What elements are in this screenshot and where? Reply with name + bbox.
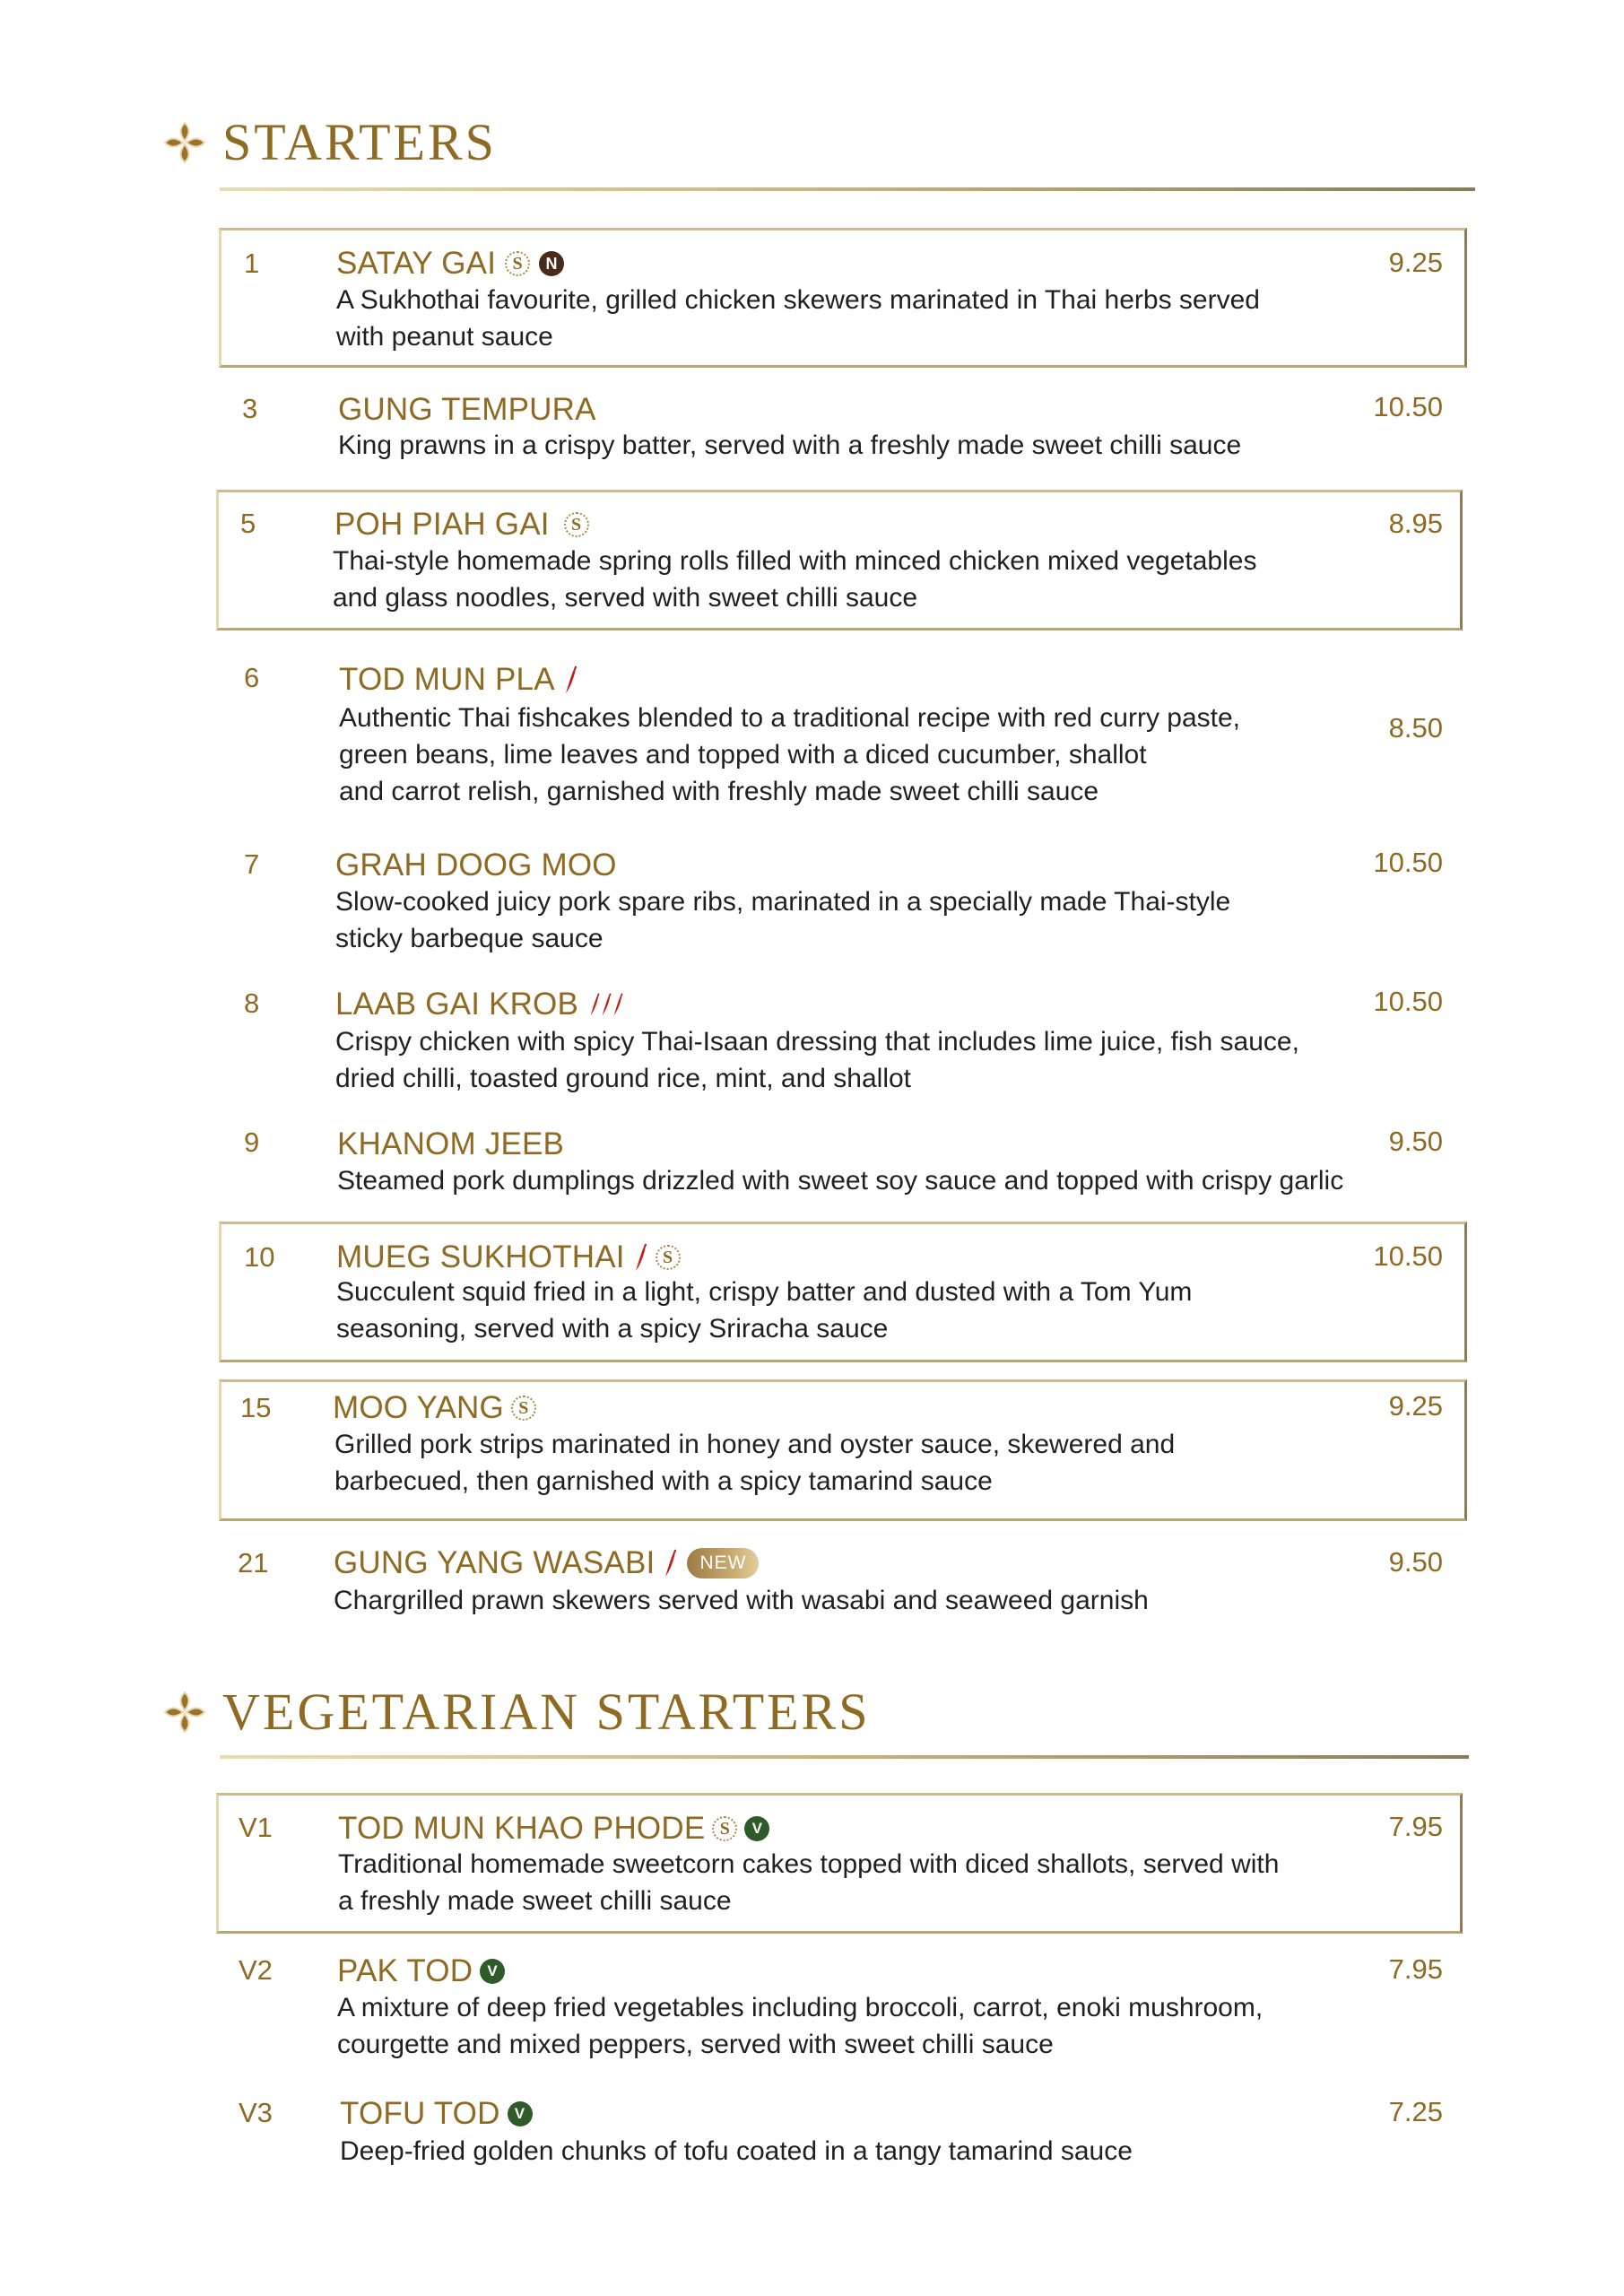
- item-name: KHANOM JEEB: [337, 1126, 565, 1161]
- item-description: Steamed pork dumplings drizzled with sweet soy sauce and topped with crispy garlic: [337, 1166, 1344, 1196]
- item-name: SATAY GAI: [336, 246, 497, 281]
- item-price: 10.50: [1373, 986, 1443, 1017]
- vegetarian-icon: V: [744, 1816, 769, 1841]
- item-price: 10.50: [1373, 847, 1443, 878]
- item-price: 8.95: [1388, 508, 1443, 539]
- item-name: TOD MUN KHAO PHODE: [338, 1811, 706, 1846]
- item-name-row: [334, 509, 589, 540]
- signature-icon: S: [505, 251, 530, 276]
- item-name: MUEG SUKHOTHAI: [336, 1239, 625, 1274]
- item-price: 7.25: [1388, 2096, 1443, 2127]
- item-name: GUNG TEMPURA: [338, 392, 596, 427]
- item-number: 8: [244, 987, 260, 1019]
- item-description: Chargrilled prawn skewers served with wasabi and seaweed garnish: [334, 1586, 1149, 1615]
- item-name: GRAH DOOG MOO: [335, 848, 617, 883]
- section-heading-vegetarian-starters: [163, 1683, 871, 1741]
- item-description: Thai-style homemade spring rolls filled with minced chicken mixed vegetables and glass noodles, served with sweet chilli sauce: [333, 546, 1257, 613]
- item-number: 10: [244, 1241, 275, 1273]
- item-description: Deep-fried golden chunks of tofu coated in a tangy tamarind sauce: [340, 2136, 1133, 2166]
- nut-icon: N: [539, 251, 564, 276]
- signature-icon: S: [656, 1245, 681, 1270]
- item-name-row: [338, 394, 596, 425]
- item-price: 9.50: [1388, 1546, 1443, 1578]
- item-price: 7.95: [1388, 1953, 1443, 1985]
- item-number: 1: [244, 248, 260, 279]
- triple-chili-icon: [589, 991, 624, 1018]
- divider: [220, 1755, 1469, 1759]
- lotus-icon: [163, 121, 206, 164]
- item-name-row: [338, 1813, 769, 1844]
- item-name-row: [337, 1128, 564, 1160]
- vegetarian-icon: V: [508, 2101, 533, 2126]
- item-number: 7: [244, 848, 260, 880]
- item-number: V1: [239, 1812, 273, 1843]
- section-title: STARTERS: [222, 113, 497, 171]
- item-name: GUNG YANG WASABI: [334, 1545, 656, 1580]
- item-number: V2: [239, 1954, 273, 1986]
- item-name: LAAB GAI KROB: [335, 987, 579, 1022]
- divider: [220, 187, 1475, 191]
- item-description: King prawns in a crispy batter, served with a freshly made sweet chilli sauce: [338, 430, 1242, 460]
- item-name-row: [339, 664, 578, 695]
- item-description: Slow-cooked juicy pork spare ribs, marinated in a specially made Thai-style sticky barbeque sauce: [335, 887, 1231, 953]
- item-name: PAK TOD: [337, 1953, 473, 1988]
- item-name-row: [340, 2098, 533, 2129]
- signature-icon: S: [564, 512, 589, 537]
- item-description: A mixture of deep fried vegetables including broccoli, carrot, enoki mushroom, courgette and mixed peppers, served with sweet chilli sauce: [337, 1993, 1264, 2059]
- section-heading-starters: [163, 113, 497, 171]
- item-price: 10.50: [1373, 1240, 1443, 1272]
- item-description: A Sukhothai favourite, grilled chicken skewers marinated in Thai herbs served with peanut sauce: [336, 285, 1260, 352]
- item-number: 9: [244, 1126, 260, 1158]
- item-name-row: [337, 1955, 505, 1987]
- new-badge: NEW: [687, 1548, 759, 1578]
- item-number: 3: [242, 393, 258, 424]
- lotus-icon: [163, 1691, 206, 1734]
- item-description: Crispy chicken with spicy Thai-Isaan dressing that includes lime juice, fish sauce, dried chilli, toasted ground rice, mint, and shallot: [335, 1027, 1299, 1093]
- item-description: Traditional homemade sweetcorn cakes topped with diced shallots, served with a freshly made sweet chilli sauce: [338, 1849, 1280, 1916]
- item-price: 8.50: [1388, 712, 1443, 744]
- chili-icon: [589, 991, 601, 1018]
- item-name-row: [336, 248, 564, 279]
- item-name-row: [336, 1241, 681, 1273]
- item-number: 15: [240, 1392, 272, 1423]
- item-description: Succulent squid fried in a light, crispy batter and dusted with a Tom Yum seasoning, served with a spicy Sriracha sauce: [336, 1277, 1193, 1344]
- signature-icon: S: [511, 1396, 536, 1421]
- item-number: V3: [239, 2097, 273, 2128]
- chili-icon: [612, 991, 624, 1018]
- item-description: Authentic Thai fishcakes blended to a traditional recipe with red curry paste, green beans, lime leaves and topped with a diced cucumber, shallot and carrot relish, garnished with freshly made sweet chilli sauce: [339, 703, 1240, 806]
- section-title: VEGETARIAN STARTERS: [222, 1683, 871, 1741]
- item-name-row: [335, 849, 617, 881]
- item-name-row: [334, 1547, 759, 1578]
- item-name: TOFU TOD: [340, 2096, 500, 2131]
- item-name: POH PIAH GAI: [334, 507, 550, 542]
- item-price: 10.50: [1373, 391, 1443, 422]
- item-number: 21: [238, 1547, 269, 1578]
- chili-icon: [564, 665, 578, 695]
- chili-icon: [664, 1548, 678, 1578]
- chili-icon: [601, 991, 612, 1018]
- item-name: MOO YANG: [333, 1390, 504, 1425]
- item-name-row: [333, 1392, 536, 1423]
- signature-icon: S: [712, 1816, 737, 1841]
- item-number: 6: [244, 662, 260, 693]
- item-price: 9.25: [1388, 247, 1443, 278]
- chili-icon: [634, 1242, 648, 1273]
- item-price: 9.25: [1388, 1390, 1443, 1422]
- item-price: 9.50: [1388, 1126, 1443, 1157]
- item-price: 7.95: [1388, 1811, 1443, 1842]
- vegetarian-icon: V: [480, 1959, 505, 1984]
- item-description: Grilled pork strips marinated in honey and oyster sauce, skewered and barbecued, then garnished with a spicy tamarind sauce: [334, 1430, 1176, 1496]
- item-name: TOD MUN PLA: [339, 662, 555, 697]
- item-name-row: [335, 988, 624, 1020]
- item-number: 5: [240, 508, 256, 539]
